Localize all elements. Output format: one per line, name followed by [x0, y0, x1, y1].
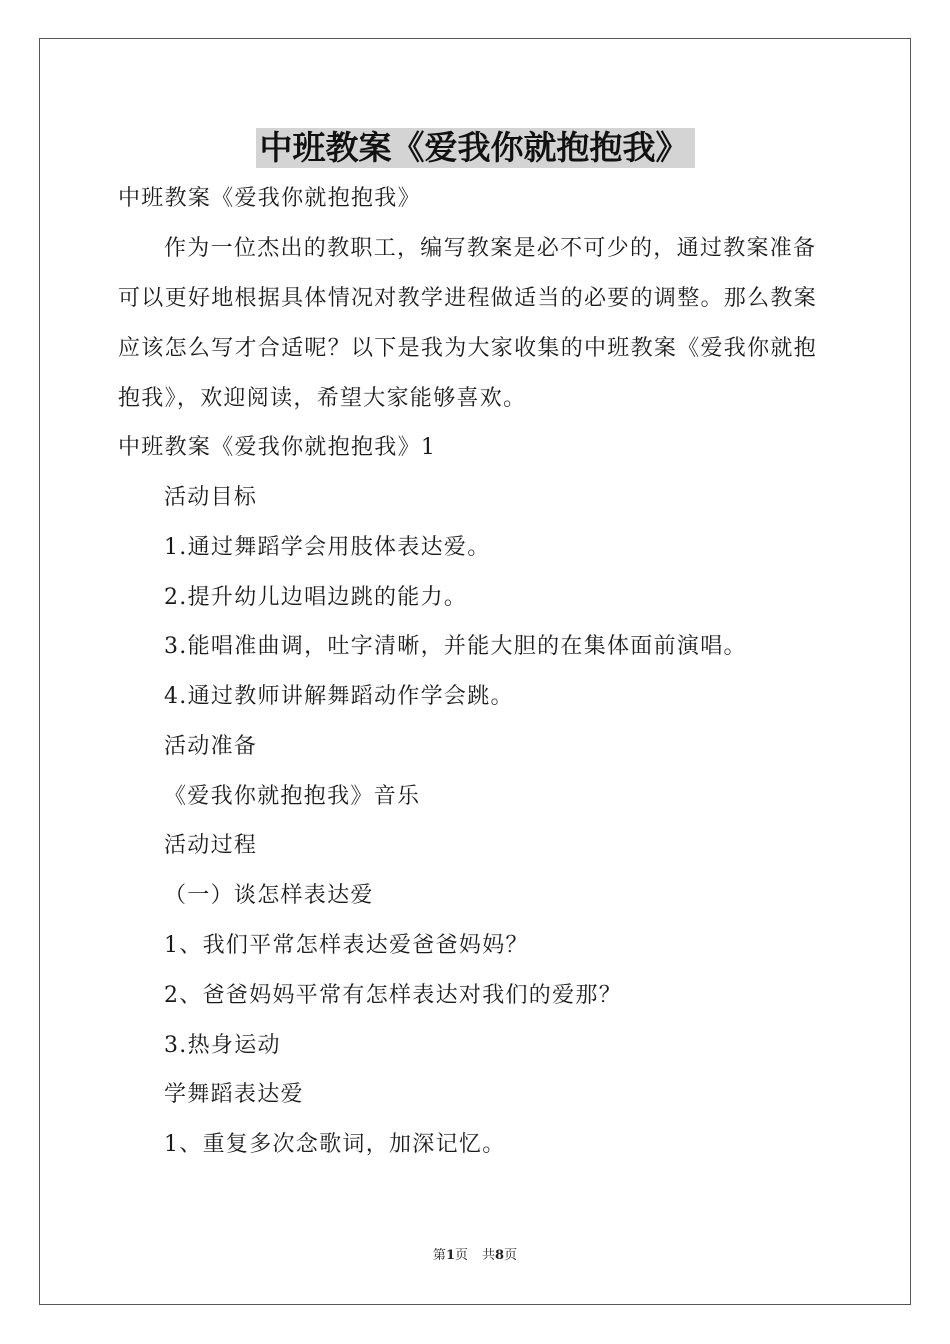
page-border [39, 38, 911, 1305]
body-line: （一）谈怎样表达爱 [164, 883, 374, 908]
footer-page-current: 1 [445, 1248, 455, 1263]
intro-line: 可以更好地根据具体情况对教学进程做适当的必要的调整。那么教案 [118, 286, 818, 311]
intro-line: 作为一位杰出的教职工，编写教案是必不可少的，通过教案准备 [164, 236, 817, 261]
intro-line: 抱我》，欢迎阅读，希望大家能够喜欢。 [118, 386, 527, 411]
body-line: 《爱我你就抱抱我》音乐 [164, 784, 421, 809]
title-wrap [0, 128, 950, 168]
body-line: 3.能唱准曲调，吐字清晰，并能大胆的在集体面前演唱。 [164, 634, 747, 659]
document-title: 中班教案《爱我你就抱抱我》 [256, 128, 695, 168]
document-subtitle: 中班教案《爱我你就抱抱我》 [118, 186, 421, 211]
body-line: 2、爸爸妈妈平常有怎样表达对我们的爱那？ [164, 983, 622, 1008]
body-line: 活动目标 [164, 485, 258, 510]
footer-page-prefix: 第 [432, 1248, 446, 1263]
body-line: 2.提升幼儿边唱边跳的能力。 [164, 585, 468, 610]
footer-page-total: 8 [495, 1248, 505, 1263]
body-line: 1.通过舞蹈学会用肢体表达爱。 [164, 535, 491, 560]
body-line: 1、我们平常怎样表达爱爸爸妈妈？ [164, 933, 529, 958]
footer-total-suffix: 页 [504, 1248, 518, 1263]
body-line: 活动过程 [164, 833, 258, 858]
intro-line: 应该怎么写才合适呢？以下是我为大家收集的中班教案《爱我你就抱 [118, 336, 818, 361]
footer-total-prefix: 共 [482, 1248, 496, 1263]
body-line: 4.通过教师讲解舞蹈动作学会跳。 [164, 684, 514, 709]
page-footer [0, 1247, 950, 1265]
body-line: 活动准备 [164, 734, 258, 759]
body-line: 学舞蹈表达爱 [164, 1082, 304, 1107]
footer-page-suffix: 页 [454, 1248, 468, 1263]
body-line: 3.热身运动 [164, 1033, 281, 1058]
body-line: 1、重复多次念歌词，加深记忆。 [164, 1132, 506, 1157]
section-heading: 中班教案《爱我你就抱抱我》1 [118, 435, 437, 460]
